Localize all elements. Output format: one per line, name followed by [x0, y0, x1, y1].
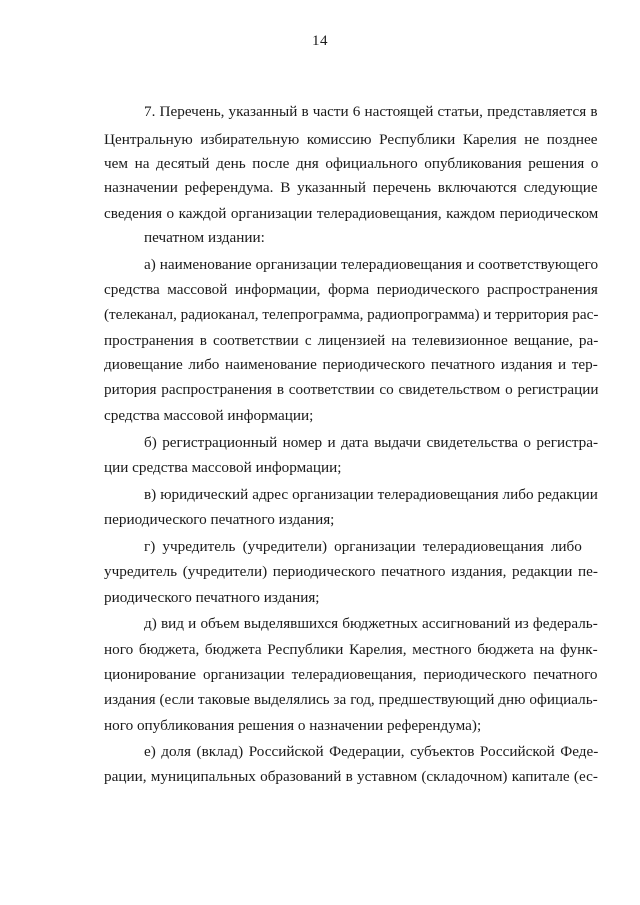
text-line: пространения в соответствии с лицензией на телевизионное вещание, ра-	[104, 332, 599, 349]
text-line: в) юридический адрес организации телерадиовещания либо редакции	[144, 486, 598, 503]
text-line: рации, муниципальных образований в уставном (складочном) капитале (ес-	[104, 768, 598, 785]
text-line: д) вид и объем выделявшихся бюджетных ассигнований из федераль-	[144, 615, 598, 632]
text-line: г) учредитель (учредители) организации телерадиовещания либо	[144, 538, 582, 555]
text-line: ного опубликования решения о назначении референдума);	[104, 717, 482, 734]
text-line: сведения о каждой организации телерадиовещания, каждом периодическом	[104, 205, 599, 222]
text-line: риодического печатного издания;	[104, 589, 320, 606]
text-line: издания (если таковые выделялись за год, предшествующий дню официаль-	[104, 691, 598, 708]
text-line: средства массовой информации, форма периодического распространения	[104, 281, 598, 298]
text-line: а) наименование организации телерадиовещания и соответствующего	[144, 256, 599, 273]
text-line: е) доля (вклад) Российской Федерации, субъектов Российской Феде-	[144, 743, 599, 760]
text-line: б) регистрационный номер и дата выдачи свидетельства о регистра-	[144, 434, 599, 451]
text-line: Центральную избирательную комиссию Республики Карелия не позднее	[104, 131, 598, 148]
text-line: периодического печатного издания;	[104, 511, 335, 528]
text-line: ционирование организации телерадиовещания, периодического печатного	[104, 666, 598, 683]
text-line: 7. Перечень, указанный в части 6 настоящей статьи, представляется в	[144, 103, 598, 120]
text-line: ного бюджета, бюджета Республики Карелия, местного бюджета на функ-	[104, 641, 598, 658]
text-line: диовещание либо наименование периодического печатного издания и тер-	[104, 356, 598, 373]
text-line: ции средства массовой информации;	[104, 459, 342, 476]
text-line: чем на десятый день после дня официального опубликования решения о	[104, 155, 599, 172]
text-line: учредитель (учредители) периодического печатного издания, редакции пе-	[104, 563, 598, 580]
text-line: (телеканал, радиоканал, телепрограмма, радиопрограмма) и территория рас-	[104, 306, 599, 323]
page-number: 14	[312, 33, 328, 49]
text-line: печатном издании:	[144, 229, 265, 246]
text-line: ритория распространения в соответствии со свидетельством о регистрации	[104, 381, 599, 398]
text-line: средства массовой информации;	[104, 407, 314, 424]
text-line: назначении референдума. В указанный перечень включаются следующие	[104, 179, 598, 196]
